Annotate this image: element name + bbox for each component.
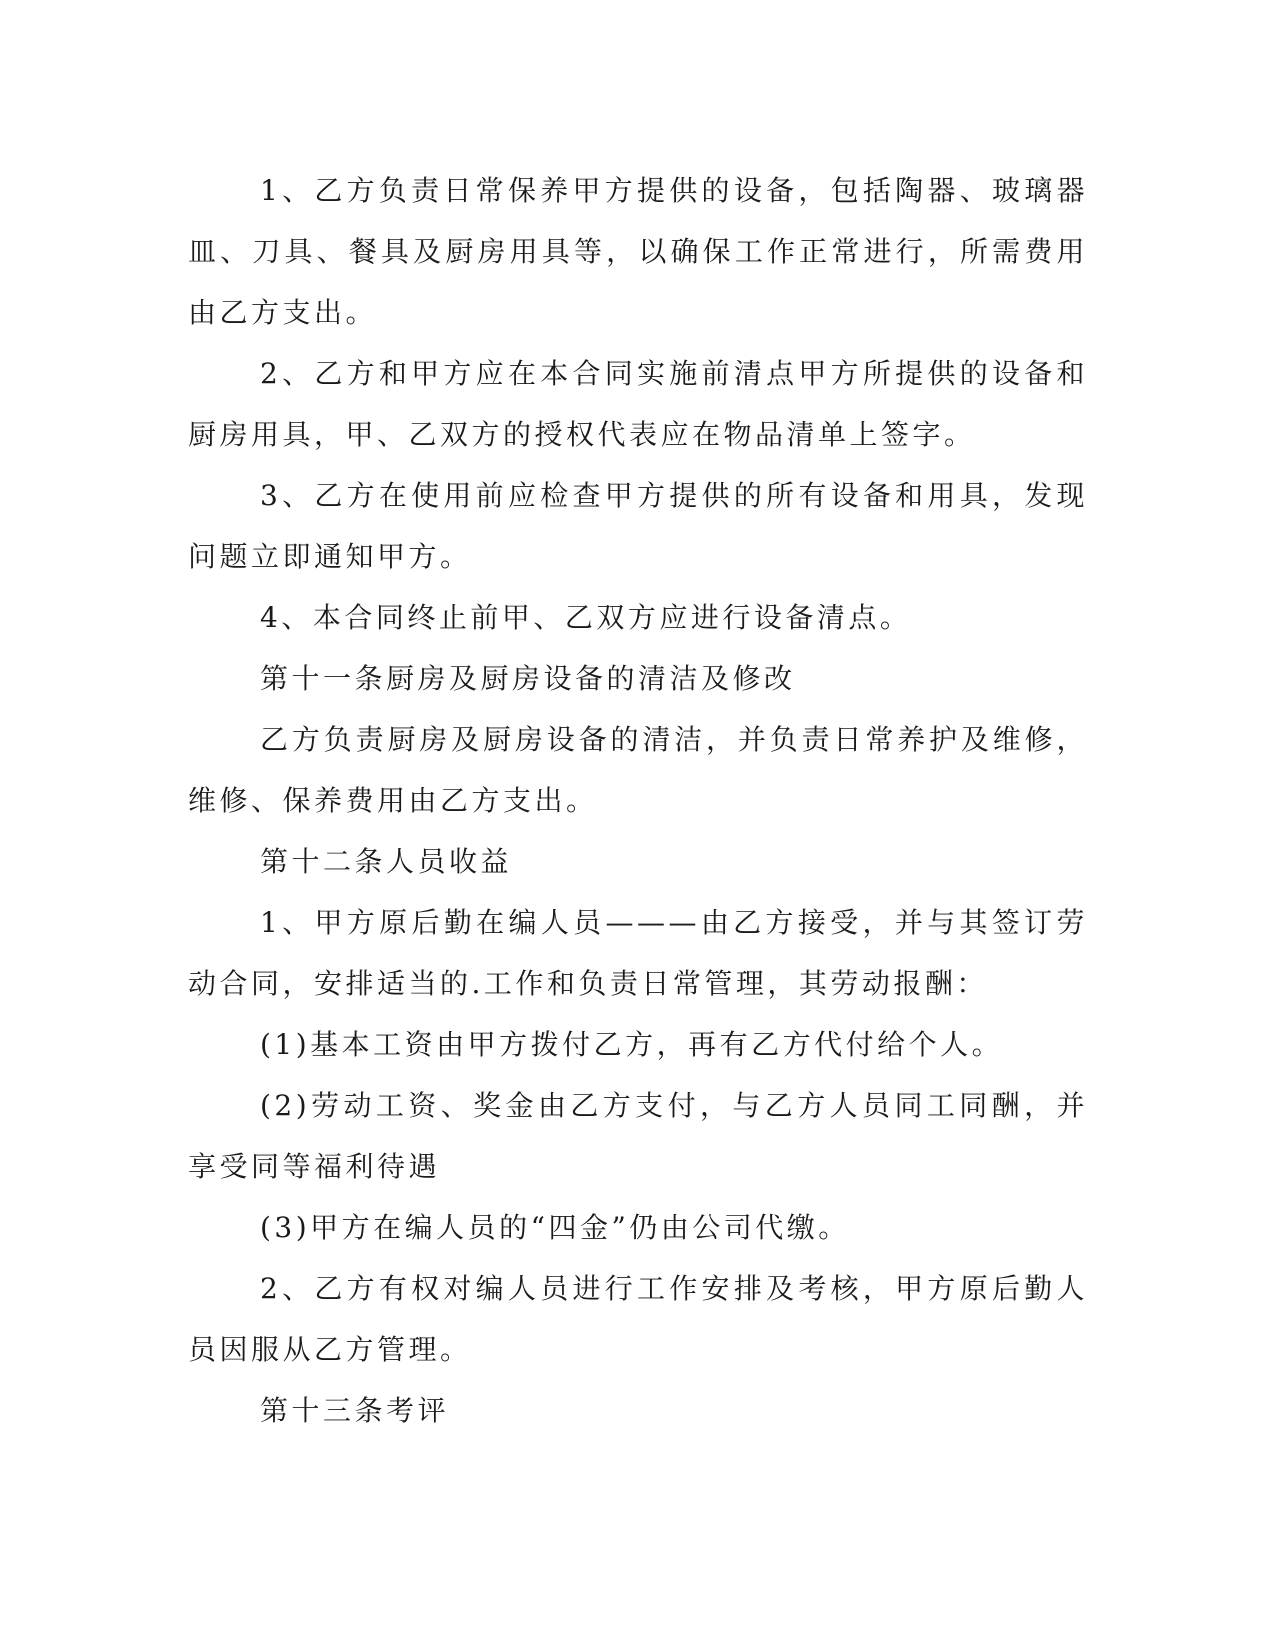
- clause-paragraph: 2、乙方有权对编人员进行工作安排及考核，甲方原后勤人员因服从乙方管理。: [188, 1272, 1088, 1366]
- sub-clause-paragraph: (2)劳动工资、奖金由乙方支付，与乙方人员同工同酬，并享受同等福利待遇: [188, 1089, 1088, 1183]
- clause-paragraph: 1、乙方负责日常保养甲方提供的设备，包括陶器、玻璃器皿、刀具、餐具及厨房用具等，以确保工作正常进行，所需费用由乙方支出。: [188, 174, 1088, 329]
- sub-clause-paragraph: (1)基本工资由甲方拨付乙方，再有乙方代付给个人。: [260, 1028, 1004, 1061]
- clause-paragraph: 2、乙方和甲方应在本合同实施前清点甲方所提供的设备和厨房用具，甲、乙双方的授权代表应在物品清单上签字。: [188, 357, 1088, 451]
- article-heading: 第十三条考评: [260, 1394, 450, 1427]
- document-body: [188, 160, 1088, 1441]
- clause-paragraph: 1、甲方原后勤在编人员———由乙方接受，并与其签订劳动合同，安排适当的.工作和负责日常管理，其劳动报酬：: [188, 906, 1088, 1000]
- sub-clause-paragraph: (3)甲方在编人员的“四金”仍由公司代缴。: [260, 1211, 850, 1244]
- clause-paragraph: 4、本合同终止前甲、乙双方应进行设备清点。: [260, 601, 912, 634]
- article-heading: 第十二条人员收益: [260, 845, 513, 878]
- article-heading: 第十一条厨房及厨房设备的清洁及修改: [260, 662, 796, 695]
- clause-paragraph: 乙方负责厨房及厨房设备的清洁，并负责日常养护及维修，维修、保养费用由乙方支出。: [188, 723, 1088, 817]
- clause-paragraph: 3、乙方在使用前应检查甲方提供的所有设备和用具，发现问题立即通知甲方。: [188, 479, 1088, 573]
